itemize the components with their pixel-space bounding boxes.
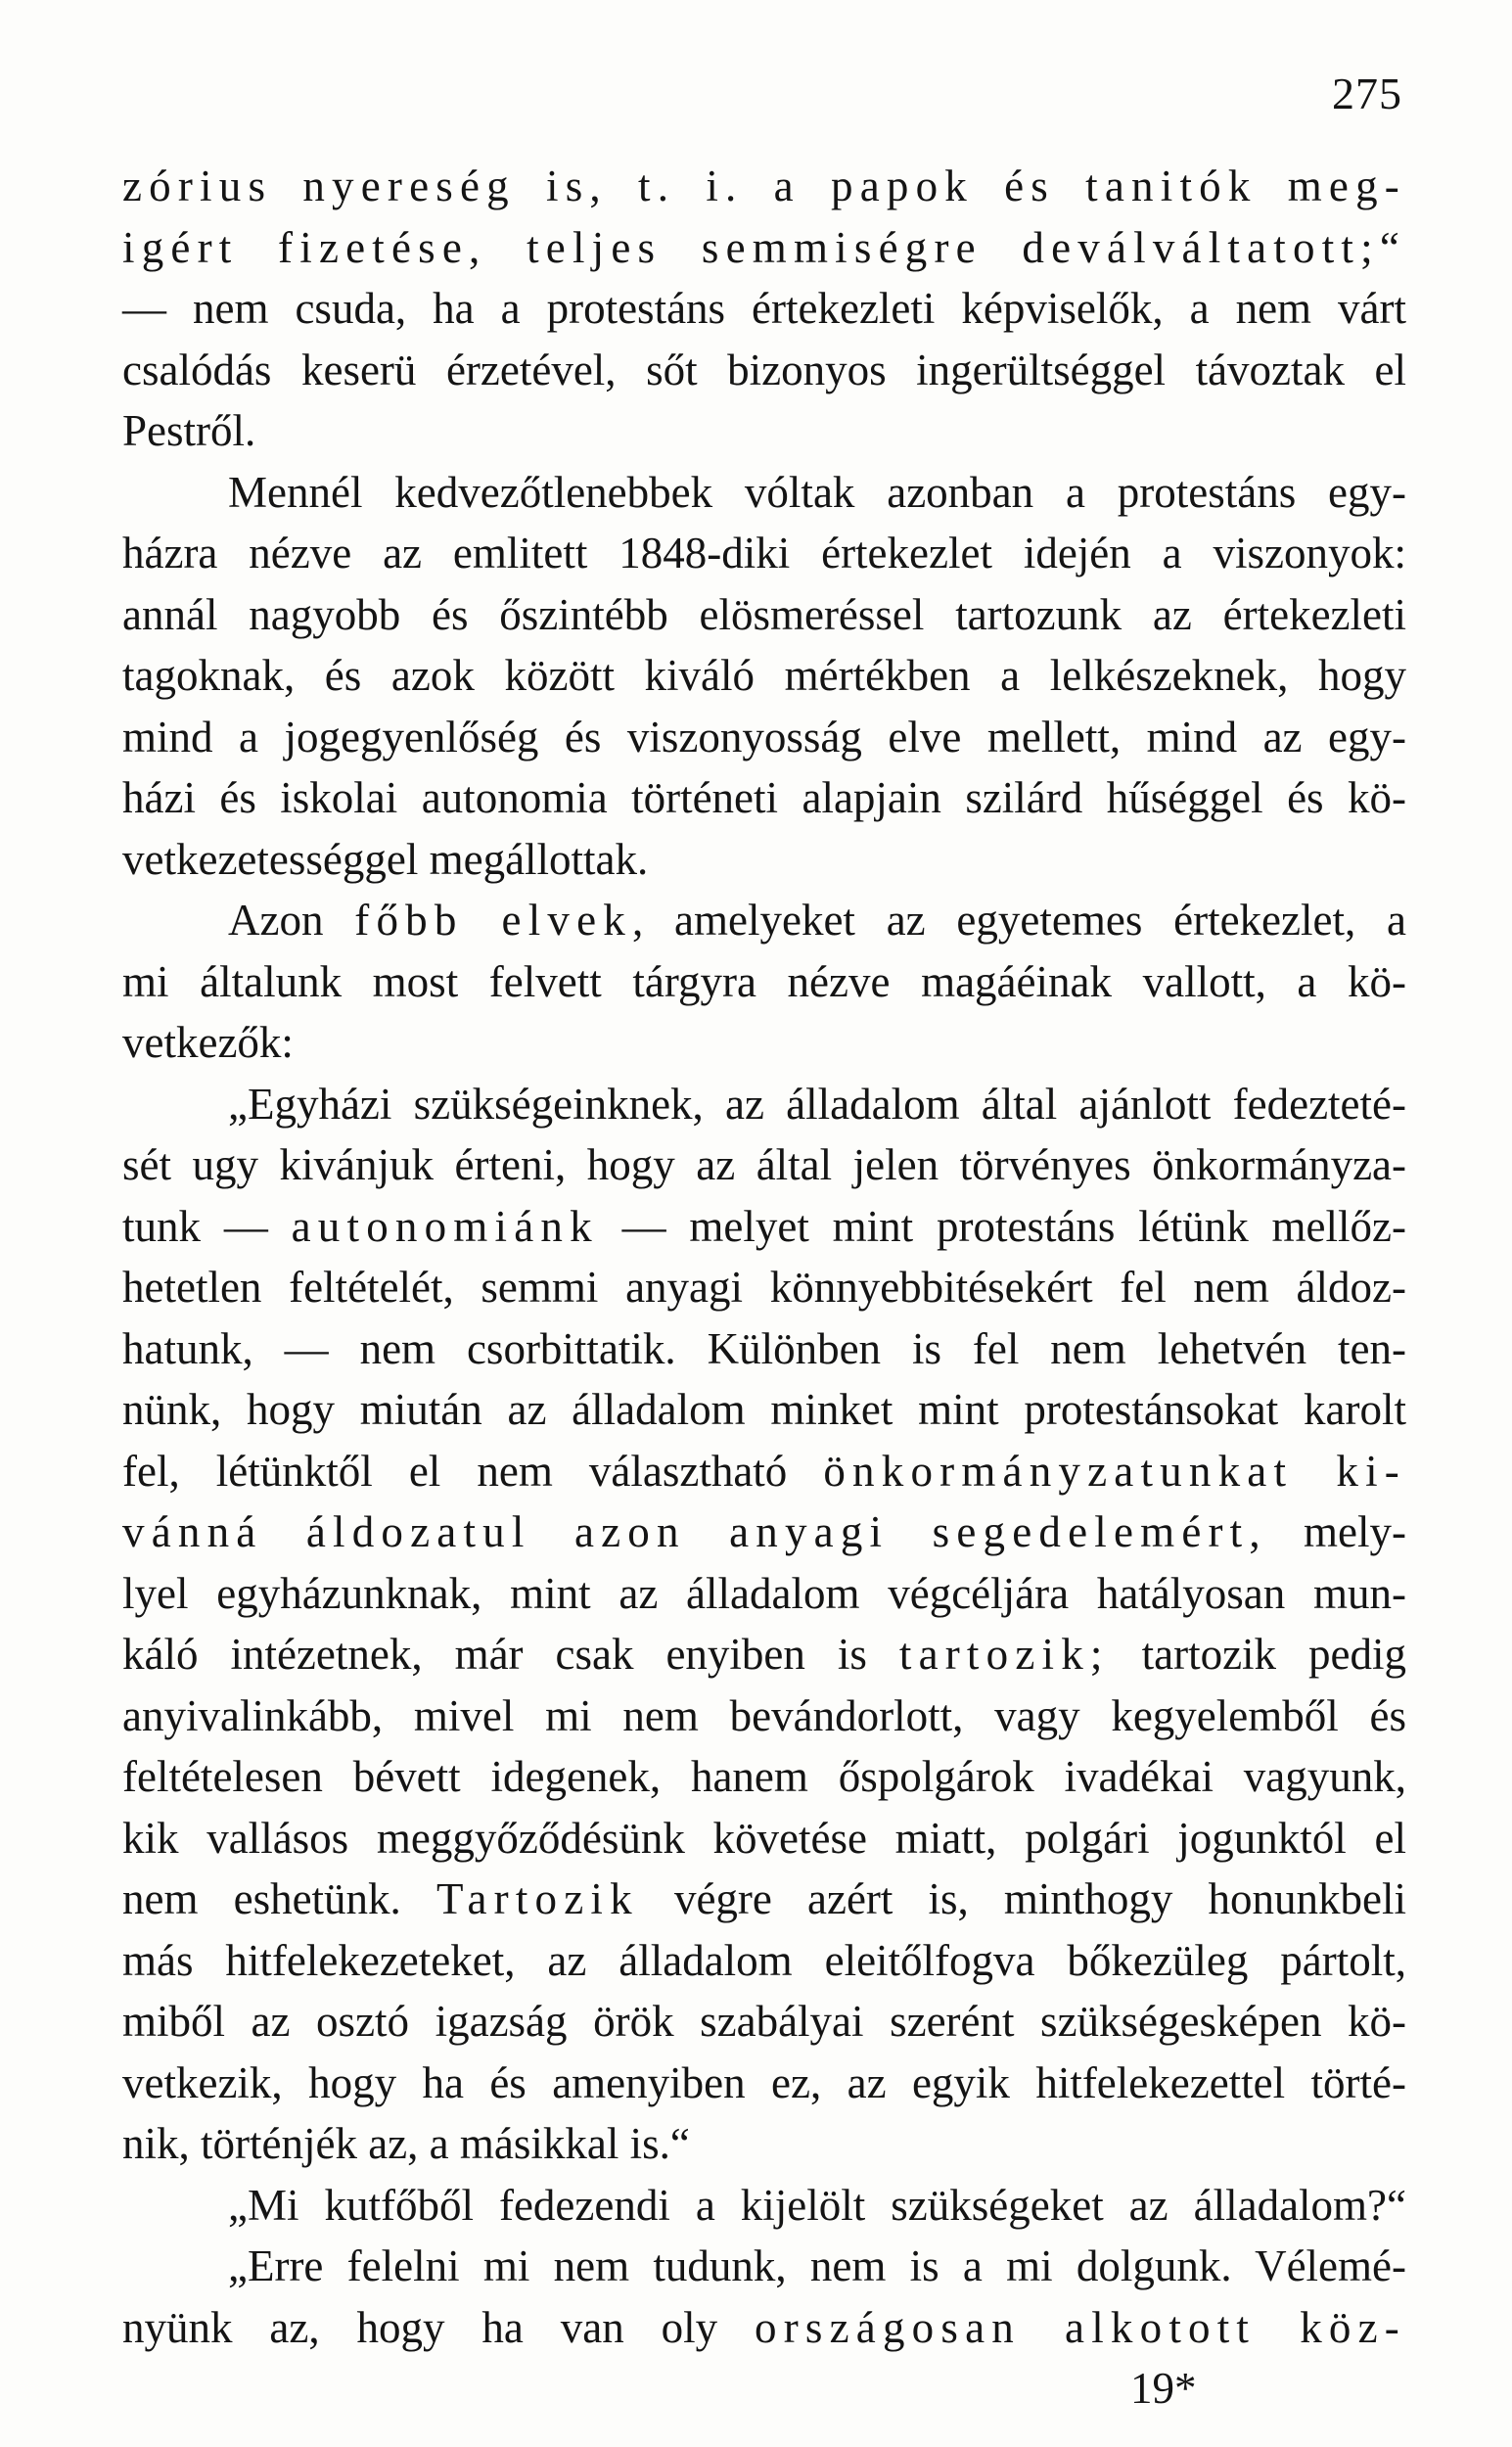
text-line bbox=[122, 1624, 1406, 1685]
text-line bbox=[122, 2175, 1406, 2237]
text-line bbox=[122, 1930, 1406, 1992]
text-line bbox=[122, 1501, 1406, 1563]
text-segment: tartozik pedig bbox=[1109, 1630, 1406, 1679]
text-segment: más hitfelekezeteket, az álladalom eleitőlfogva bőkezüleg pártolt, bbox=[122, 1935, 1406, 1985]
text-line bbox=[122, 217, 1406, 279]
text-segment: lyel egyházunknak, mint az álladalom végcéljára hatályosan mun- bbox=[122, 1568, 1406, 1618]
text-segment: miből az osztó igazság örök szabályai szerént szükségesképen kö- bbox=[122, 1997, 1406, 2046]
paragraph bbox=[122, 462, 1406, 891]
emphasized-text: autonomiánk bbox=[291, 1201, 599, 1251]
text-line bbox=[122, 1257, 1406, 1318]
text-segment: hetetlen feltételét, semmi anyagi könnyebbitésekért fel nem áldoz- bbox=[122, 1263, 1406, 1312]
text-segment: tunk — bbox=[122, 1201, 292, 1251]
text-line bbox=[122, 767, 1406, 829]
text-line bbox=[122, 2113, 1406, 2175]
text-segment: fel, létünktől el nem választható bbox=[122, 1446, 824, 1496]
text-segment: vetkezők: bbox=[122, 1018, 294, 1067]
text-segment: házi és iskolai autonomia történeti alapjain szilárd hűséggel és kö- bbox=[122, 773, 1406, 822]
text-line bbox=[122, 400, 1406, 462]
quoted-paragraph bbox=[122, 2236, 1406, 2358]
text-line bbox=[122, 1991, 1406, 2053]
text-line bbox=[122, 890, 1406, 951]
emphasized-text: országosan alkotott köz- bbox=[755, 2302, 1406, 2352]
text-segment: „Mi kutfőből fedezendi a kijelölt szükségeket az álladalom?“ bbox=[228, 2180, 1406, 2230]
text-segment: — nem csuda, ha a protestáns értekezleti képviselők, a nem várt bbox=[122, 284, 1406, 333]
text-line bbox=[122, 1746, 1406, 1808]
paragraph bbox=[122, 156, 1406, 462]
quoted-paragraph bbox=[122, 1074, 1406, 2175]
emphasized-text: zórius nyereség is, t. i. a papok és tanitók meg- bbox=[122, 162, 1406, 210]
text-body bbox=[122, 156, 1406, 2420]
text-segment: mi általunk most felvett tárgyra nézve magáéinak vallott, a kö- bbox=[122, 956, 1406, 1006]
text-line bbox=[122, 584, 1406, 646]
text-line bbox=[122, 1685, 1406, 1747]
emphasized-text: Tartozik bbox=[435, 1874, 639, 1923]
text-segment: „Egyházi szükségeinknek, az álladalom által ajánlott fedezteté- bbox=[228, 1079, 1406, 1129]
text-line bbox=[122, 645, 1406, 707]
page-number: 275 bbox=[1332, 69, 1402, 118]
text-line bbox=[122, 1074, 1406, 1135]
text-line bbox=[122, 1134, 1406, 1196]
text-segment: , amelyeket az egyetemes értekezlet, a bbox=[631, 896, 1406, 945]
text-segment: Mennél kedvezőtlenebbek vóltak azonban a protestáns egy- bbox=[228, 467, 1406, 517]
text-segment: nünk, hogy miután az álladalom minket mint protestánsokat karolt bbox=[122, 1385, 1406, 1434]
text-line bbox=[122, 462, 1406, 524]
text-line bbox=[122, 2053, 1406, 2114]
text-segment: annál nagyobb és őszintébb elösmeréssel tartozunk az értekezleti bbox=[122, 589, 1406, 639]
emphasized-text: igért fizetése, teljes semmiségre deválváltatott;“ bbox=[122, 222, 1406, 272]
text-segment: nyünk az, hogy ha van oly bbox=[122, 2302, 756, 2352]
text-segment: anyivalinkább, mivel mi nem bevándorlott, vagy kegyelemből és bbox=[122, 1690, 1406, 1740]
text-segment: feltételesen bévett idegenek, hanem őspolgárok ivadékai vagyunk, bbox=[122, 1752, 1406, 1801]
emphasized-text: főbb elvek bbox=[354, 896, 632, 945]
text-segment: vetkezik, hogy ha és amenyiben ez, az egyik hitfelekezettel törté- bbox=[122, 2057, 1406, 2107]
emphasized-text: tartozik; bbox=[898, 1630, 1110, 1679]
text-segment: kik vallásos meggyőződésünk követése miatt, polgári jogunktól el bbox=[122, 1813, 1406, 1863]
text-segment: sét ugy kivánjuk érteni, hogy az által jelen törvényes önkormányza- bbox=[122, 1140, 1406, 1189]
text-segment: hatunk, — nem csorbittatik. Különben is fel nem lehetvén ten- bbox=[122, 1323, 1406, 1373]
text-segment: végre azért is, minthogy honunkbeli bbox=[638, 1874, 1407, 1923]
text-line bbox=[122, 1379, 1406, 1441]
text-segment: mely- bbox=[1266, 1507, 1406, 1556]
text-segment: tagoknak, és azok között kiváló mértékben a lelkészeknek, hogy bbox=[122, 651, 1406, 700]
text-line bbox=[122, 1196, 1406, 1258]
text-line bbox=[122, 1563, 1406, 1625]
text-line bbox=[122, 951, 1406, 1013]
text-line bbox=[122, 1869, 1406, 1930]
text-line bbox=[122, 1441, 1406, 1502]
text-segment: nem eshetünk. bbox=[122, 1874, 436, 1923]
text-line bbox=[122, 1012, 1406, 1074]
text-segment: Pestről. bbox=[122, 406, 256, 455]
emphasized-text: vánná áldozatul azon anyagi segedelemért, bbox=[122, 1507, 1267, 1556]
text-line bbox=[122, 278, 1406, 340]
text-line bbox=[122, 340, 1406, 401]
text-segment: káló intézetnek, már csak enyiben is bbox=[122, 1630, 899, 1679]
paragraph bbox=[122, 890, 1406, 1074]
text-line bbox=[122, 829, 1406, 891]
quoted-question bbox=[122, 2175, 1406, 2237]
text-line bbox=[122, 2236, 1406, 2297]
text-segment: nik, történjék az, a másikkal is.“ bbox=[122, 2119, 690, 2168]
text-line bbox=[122, 1808, 1406, 1870]
signature-mark bbox=[122, 2358, 1406, 2420]
text-segment: — melyet mint protestáns létünk mellőz- bbox=[598, 1201, 1406, 1251]
text-segment: Azon bbox=[228, 896, 355, 945]
text-segment: vetkezetességgel megállottak. bbox=[122, 834, 649, 884]
text-line bbox=[122, 1318, 1406, 1380]
text-segment: „Erre felelni mi nem tudunk, nem is a mi dolgunk. Vélemé- bbox=[228, 2241, 1406, 2290]
text-segment: csalódás keserü érzetével, sőt bizonyos ingerültséggel távoztak el bbox=[122, 345, 1406, 394]
emphasized-text: önkormányzatunkat ki- bbox=[823, 1446, 1406, 1496]
text-line bbox=[122, 2297, 1406, 2359]
text-line bbox=[122, 707, 1406, 768]
signature-mark-text: 19* bbox=[1130, 2364, 1197, 2413]
text-segment: házra nézve az emlitett 1848-diki értekezlet idején a viszonyok: bbox=[122, 529, 1406, 577]
text-line bbox=[122, 523, 1406, 584]
text-line bbox=[122, 156, 1406, 217]
text-segment: mind a jogegyenlőség és viszonyosság elve mellett, mind az egy- bbox=[122, 712, 1406, 762]
